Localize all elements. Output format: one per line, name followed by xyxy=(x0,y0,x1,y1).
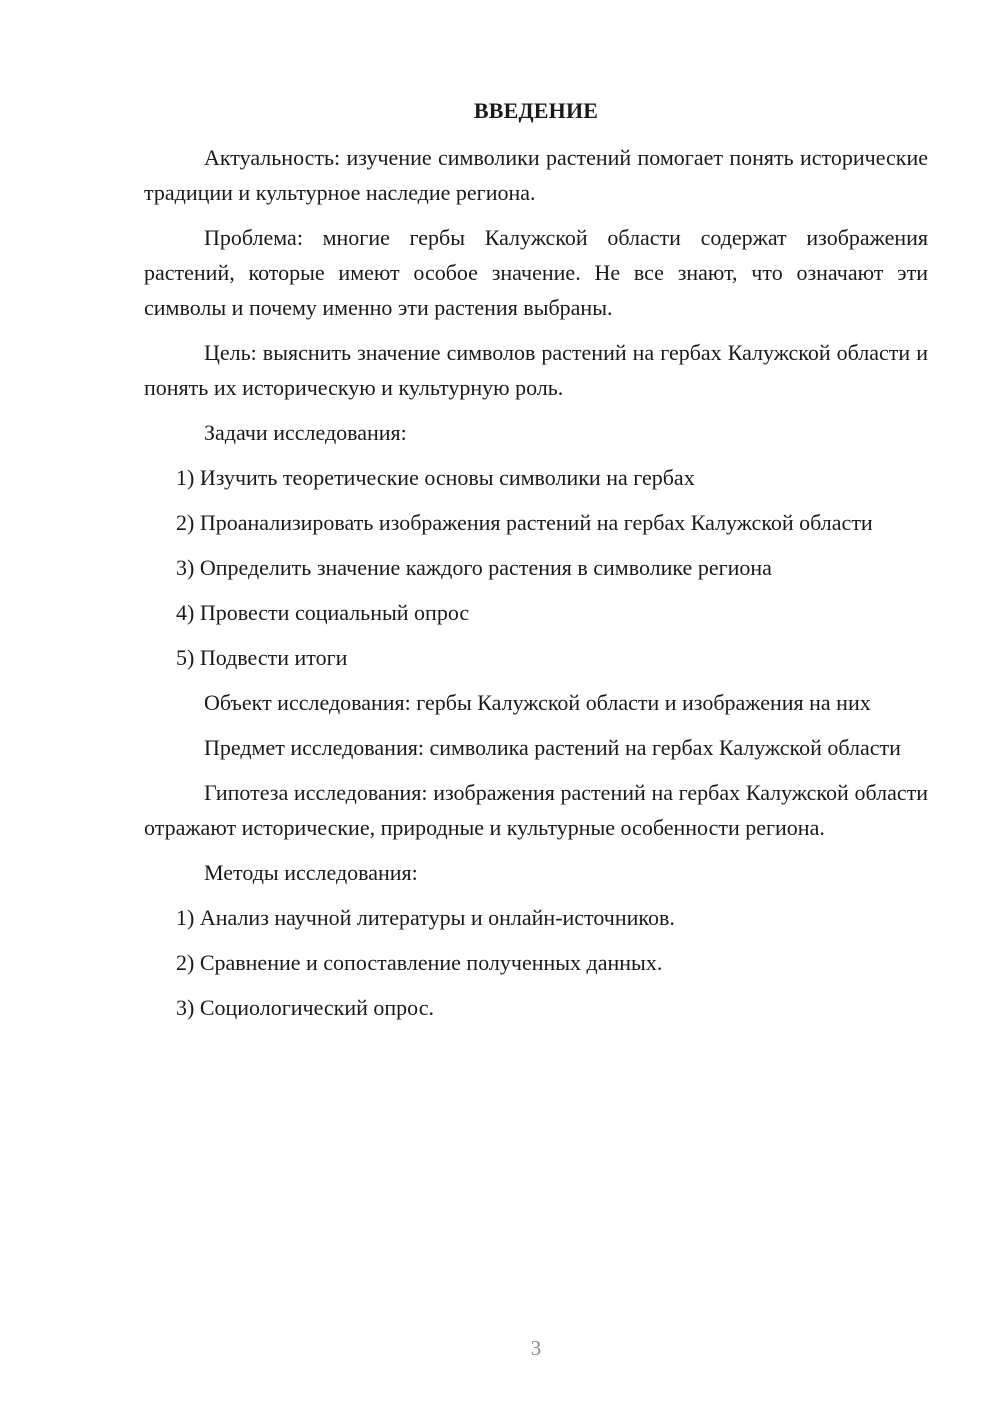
paragraph-object: Объект исследования: гербы Калужской области и изображения на них xyxy=(204,690,871,715)
method-item-1: 1) Анализ научной литературы и онлайн-источников. xyxy=(176,905,675,930)
paragraph-methods-heading: Методы исследования: xyxy=(204,860,418,885)
task-item-3: 3) Определить значение каждого растения в символике региона xyxy=(176,555,772,580)
page-title: ВВЕДЕНИЕ xyxy=(473,98,599,123)
paragraph-relevance: Актуальность: изучение символики растений помогает понять исторические традиции и культурное наследие региона. xyxy=(144,145,928,205)
method-item-3: 3) Социологический опрос. xyxy=(176,995,434,1020)
paragraph-problem: Проблема: многие гербы Калужской области содержат изображения растений, которые имеют особое значение. Не все знают, что означают эти символы и почему именно эти растения выбраны. xyxy=(144,225,928,320)
method-item-2: 2) Сравнение и сопоставление полученных данных. xyxy=(176,950,663,975)
document-body xyxy=(144,140,928,1035)
task-item-5: 5) Подвести итоги xyxy=(176,645,348,670)
paragraph-subject: Предмет исследования: символика растений на гербах Калужской области xyxy=(204,735,901,760)
paragraph-tasks-heading: Задачи исследования: xyxy=(204,420,407,445)
paragraph-goal: Цель: выяснить значение символов растений на гербах Калужской области и понять их историческую и культурную роль. xyxy=(144,340,928,400)
page-number: 3 xyxy=(530,1336,542,1360)
task-item-4: 4) Провести социальный опрос xyxy=(176,600,470,625)
paragraph-hypothesis: Гипотеза исследования: изображения растений на гербах Калужской области отражают исторические, природные и культурные особенности региона. xyxy=(144,780,928,840)
task-item-2: 2) Проанализировать изображения растений на гербах Калужской области xyxy=(176,510,873,535)
task-item-1: 1) Изучить теоретические основы символики на гербах xyxy=(176,465,695,490)
